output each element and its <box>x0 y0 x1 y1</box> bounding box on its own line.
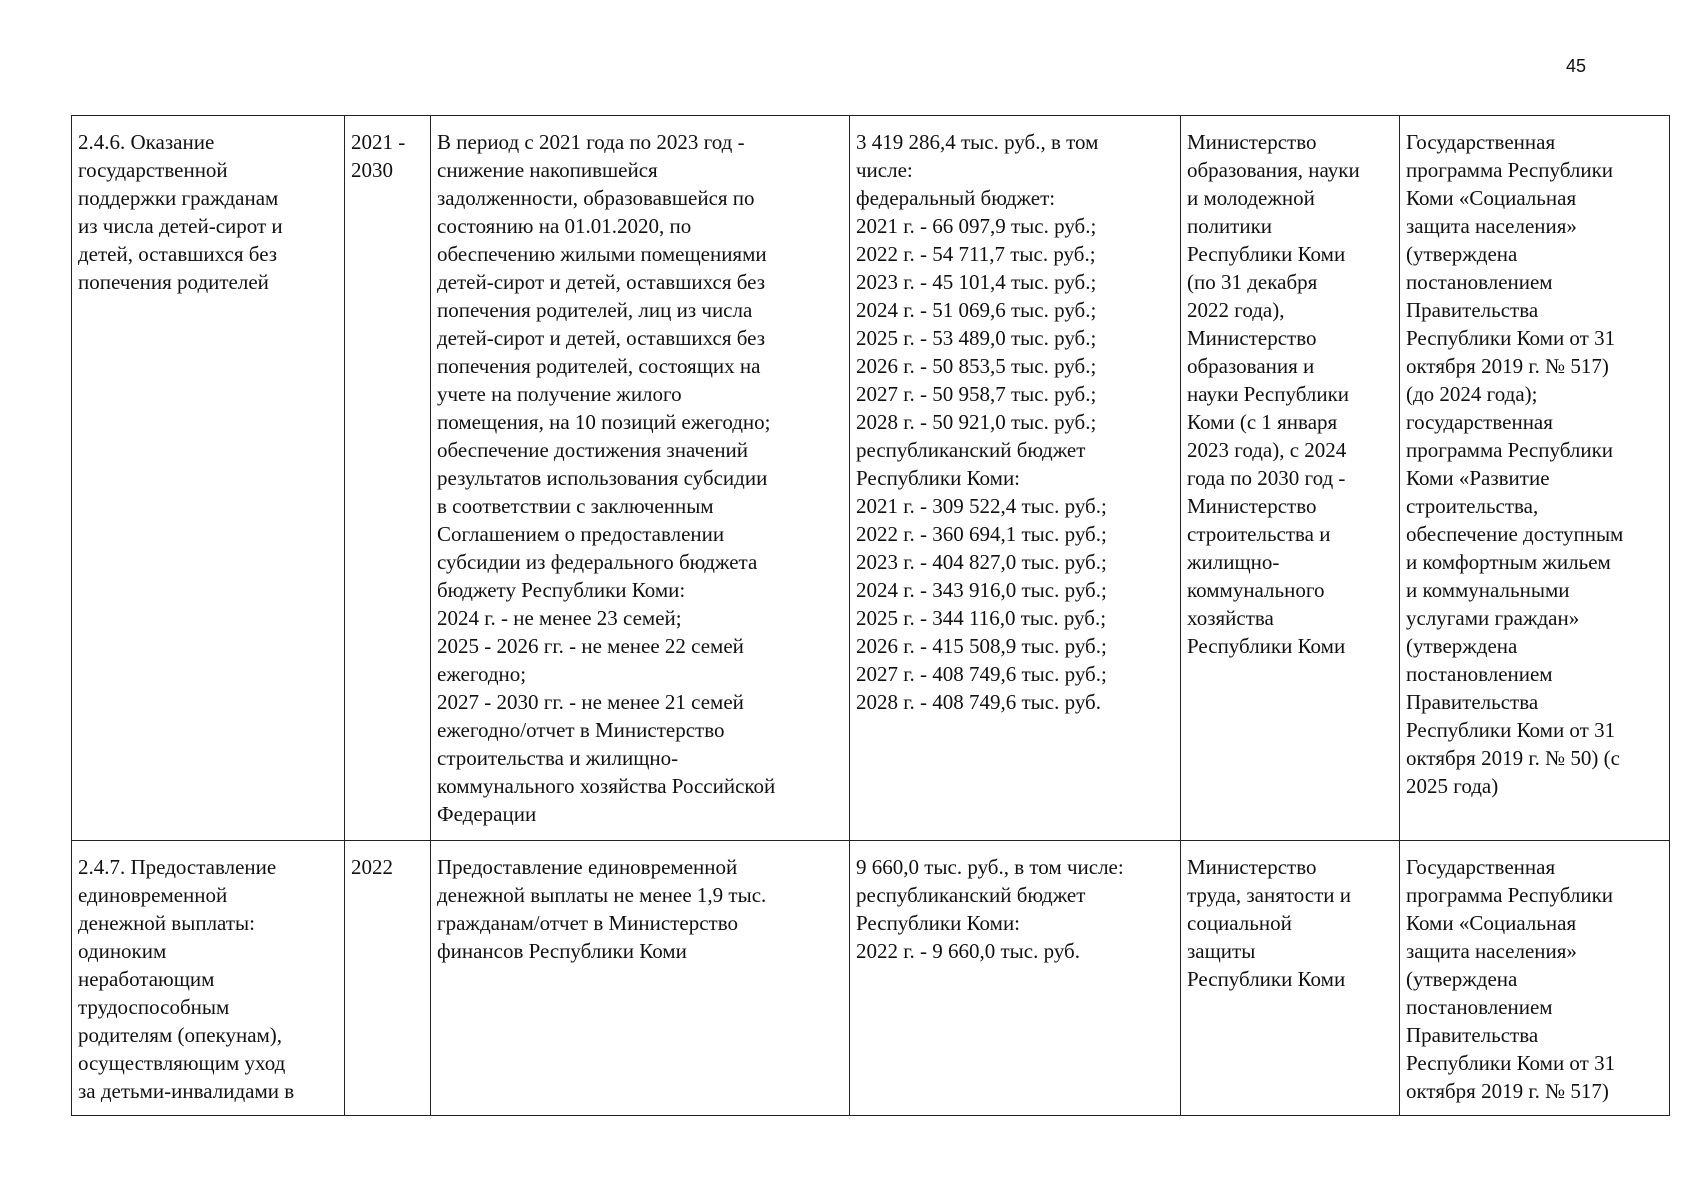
text-line: (утверждена <box>1406 242 1518 266</box>
text-line: (до 2024 года); <box>1406 382 1538 406</box>
text-line: 2024 г. - 51 069,6 тыс. руб.; <box>856 298 1097 322</box>
text-line: 2026 г. - 50 853,5 тыс. руб.; <box>856 354 1097 378</box>
text-line: 2022 г. - 54 711,7 тыс. руб.; <box>856 242 1096 266</box>
text-line: Соглашением о предоставлении <box>437 522 725 546</box>
text-line: 2025 г. - 344 116,0 тыс. руб.; <box>856 606 1107 630</box>
text-line: социальной <box>1187 911 1292 935</box>
text-line: денежной выплаты: <box>78 911 255 935</box>
text-line: 2022 года), <box>1187 298 1285 322</box>
text-line: субсидии из федерального бюджета <box>437 550 758 574</box>
text-line: финансов Республики Коми <box>437 939 687 963</box>
text-line: из числа детей-сирот и <box>78 214 283 238</box>
executor-cell <box>1181 116 1400 841</box>
text-line: попечения родителей, состоящих на <box>437 354 761 378</box>
text-line: 9 660,0 тыс. руб., в том числе: <box>856 855 1124 879</box>
text-line: строительства и <box>1187 522 1331 546</box>
text-line: 2021 г. - 309 522,4 тыс. руб.; <box>856 494 1107 518</box>
page-number: 45 <box>1566 56 1587 76</box>
period-cell <box>345 116 431 841</box>
text-line: задолженности, образовавшейся по <box>437 186 755 210</box>
text-line: (по 31 декабря <box>1187 270 1318 294</box>
text-line: программа Республики <box>1406 158 1614 182</box>
text-line: за детьми-инвалидами в <box>78 1079 295 1103</box>
text-line: В период с 2021 года по 2023 год - <box>437 130 745 154</box>
text-line: Коми «Социальная <box>1406 911 1577 935</box>
expected-result-cell <box>431 116 850 841</box>
text-line: защита населения» <box>1406 939 1577 963</box>
text-line: (утверждена <box>1406 967 1518 991</box>
text-line: 2027 - 2030 гг. - не менее 21 семей <box>437 690 744 714</box>
text-line: и коммунальными <box>1406 578 1570 602</box>
text-line: политики <box>1187 214 1273 238</box>
text-line: защита населения» <box>1406 214 1577 238</box>
text-line: 2023 г. - 45 101,4 тыс. руб.; <box>856 270 1097 294</box>
text-line: октября 2019 г. № 517) <box>1406 354 1609 378</box>
text-line: помещения, на 10 позиций ежегодно; <box>437 410 771 434</box>
text-line: детей-сирот и детей, оставшихся без <box>437 270 766 294</box>
text-line: Республики Коми от 31 <box>1406 326 1616 350</box>
text-line: 2027 г. - 408 749,6 тыс. руб.; <box>856 662 1107 686</box>
text-line: неработающим <box>78 967 215 991</box>
text-line: (утверждена <box>1406 634 1518 658</box>
text-line: обеспечение доступным <box>1406 522 1624 546</box>
text-line: 2023 г. - 404 827,0 тыс. руб.; <box>856 550 1107 574</box>
text-line: Правительства <box>1406 298 1539 322</box>
text-line: 2024 г. - 343 916,0 тыс. руб.; <box>856 578 1107 602</box>
text-line: 2028 г. - 50 921,0 тыс. руб.; <box>856 410 1097 434</box>
text-line: 2024 г. - не менее 23 семей; <box>437 606 682 630</box>
text-line: постановлением <box>1406 995 1553 1019</box>
text-line: хозяйства <box>1187 606 1274 630</box>
text-line: 2026 г. - 415 508,9 тыс. руб.; <box>856 634 1107 658</box>
text-line: Республики Коми от 31 <box>1406 1051 1616 1075</box>
text-line: родителям (опекунам), <box>78 1023 283 1047</box>
text-line: 2021 г. - 66 097,9 тыс. руб.; <box>856 214 1097 238</box>
text-line: 2023 года), с 2024 <box>1187 438 1347 462</box>
funding-cell <box>850 841 1181 1116</box>
text-line: единовременной <box>78 883 228 907</box>
program-cell <box>1400 841 1670 1116</box>
text-line: труда, занятости и <box>1187 883 1352 907</box>
text-line: обеспечение достижения значений <box>437 438 749 462</box>
text-line: 2022 г. - 9 660,0 тыс. руб. <box>856 939 1080 963</box>
text-line: бюджету Республики Коми: <box>437 578 686 602</box>
text-line: Министерство <box>1187 494 1317 518</box>
table-row <box>72 116 1670 841</box>
text-line: Министерство <box>1187 855 1317 879</box>
text-line: Правительства <box>1406 1023 1539 1047</box>
text-line: Республики Коми от 31 <box>1406 718 1616 742</box>
text-line: Министерство <box>1187 326 1317 350</box>
table-row <box>72 841 1670 1116</box>
text-line: Предоставление единовременной <box>437 855 738 879</box>
text-line: 2025 г. - 53 489,0 тыс. руб.; <box>856 326 1097 350</box>
text-line: образования, науки <box>1187 158 1360 182</box>
expected-result-cell <box>431 841 850 1116</box>
text-line: поддержки гражданам <box>78 186 279 210</box>
text-line: года по 2030 год - <box>1187 466 1346 490</box>
measure-name-cell <box>72 116 345 841</box>
text-line: 2.4.6. Оказание <box>78 130 215 154</box>
text-line: коммунального <box>1187 578 1325 602</box>
text-line: жилищно- <box>1187 550 1280 574</box>
text-line: гражданам/отчет в Министерство <box>437 911 738 935</box>
text-line: ежегодно; <box>437 662 527 686</box>
text-line: 2025 - 2026 гг. - не менее 22 семей <box>437 634 744 658</box>
measure-name-cell <box>72 841 345 1116</box>
text-line: Государственная <box>1406 130 1556 154</box>
text-line: Республики Коми <box>1187 967 1346 991</box>
text-line: октября 2019 г. № 50) (с <box>1406 746 1620 770</box>
text-line: числе: <box>856 158 913 182</box>
text-line: осуществляющим уход <box>78 1051 286 1075</box>
text-line: республиканский бюджет <box>856 438 1086 462</box>
text-line: ежегодно/отчет в Министерство <box>437 718 725 742</box>
text-line: учете на получение жилого <box>437 382 682 406</box>
text-line: Министерство <box>1187 130 1317 154</box>
text-line: государственной <box>78 158 228 182</box>
text-line: программа Республики <box>1406 438 1614 462</box>
text-line: коммунального хозяйства Российской <box>437 774 776 798</box>
text-line: снижение накопившейся <box>437 158 658 182</box>
text-line: попечения родителей, лиц из числа <box>437 298 753 322</box>
text-line: постановлением <box>1406 270 1553 294</box>
text-line: программа Республики <box>1406 883 1614 907</box>
text-line: строительства, <box>1406 494 1539 518</box>
text-line: Республики Коми: <box>856 911 1021 935</box>
text-line: 2.4.7. Предоставление <box>78 855 277 879</box>
text-line: федеральный бюджет: <box>856 186 1056 210</box>
text-line: постановлением <box>1406 662 1553 686</box>
text-line: октября 2019 г. № 517) <box>1406 1079 1609 1103</box>
text-line: 2022 <box>351 855 393 879</box>
text-line: Республики Коми <box>1187 242 1346 266</box>
text-line: состоянию на 01.01.2020, по <box>437 214 692 238</box>
text-line: Федерации <box>437 802 537 826</box>
text-line: и молодежной <box>1187 186 1315 210</box>
executor-cell <box>1181 841 1400 1116</box>
text-line: 2027 г. - 50 958,7 тыс. руб.; <box>856 382 1097 406</box>
funding-cell <box>850 116 1181 841</box>
text-line: образования и <box>1187 354 1315 378</box>
text-line: услугами граждан» <box>1406 606 1580 630</box>
text-line: результатов использования субсидии <box>437 466 768 490</box>
measures-table <box>71 115 1670 1116</box>
text-line: Республики Коми: <box>856 466 1021 490</box>
text-line: детей, оставшихся без <box>78 242 278 266</box>
text-line: попечения родителей <box>78 270 269 294</box>
text-line: республиканский бюджет <box>856 883 1086 907</box>
text-line: строительства и жилищно- <box>437 746 679 770</box>
text-line: обеспечению жилыми помещениями <box>437 242 767 266</box>
text-line: науки Республики <box>1187 382 1350 406</box>
text-line: 2028 г. - 408 749,6 тыс. руб. <box>856 690 1101 714</box>
text-line: Коми «Развитие <box>1406 466 1550 490</box>
text-line: Коми «Социальная <box>1406 186 1577 210</box>
text-line: в соответствии с заключенным <box>437 494 714 518</box>
text-line: и комфортным жильем <box>1406 550 1611 574</box>
text-line: государственная <box>1406 410 1553 434</box>
text-line: трудоспособным <box>78 995 230 1019</box>
text-line: Республики Коми <box>1187 634 1346 658</box>
text-line: Коми (с 1 января <box>1187 410 1338 434</box>
text-line: защиты <box>1187 939 1256 963</box>
text-line: одиноким <box>78 939 167 963</box>
text-line: Правительства <box>1406 690 1539 714</box>
text-line: 2022 г. - 360 694,1 тыс. руб.; <box>856 522 1107 546</box>
text-line: 2030 <box>351 158 393 182</box>
program-cell <box>1400 116 1670 841</box>
period-cell <box>345 841 431 1116</box>
text-line: 3 419 286,4 тыс. руб., в том <box>856 130 1099 154</box>
text-line: 2021 - <box>351 130 406 154</box>
text-line: детей-сирот и детей, оставшихся без <box>437 326 766 350</box>
text-line: 2025 года) <box>1406 774 1499 798</box>
text-line: денежной выплаты не менее 1,9 тыс. <box>437 883 767 907</box>
text-line: Государственная <box>1406 855 1556 879</box>
